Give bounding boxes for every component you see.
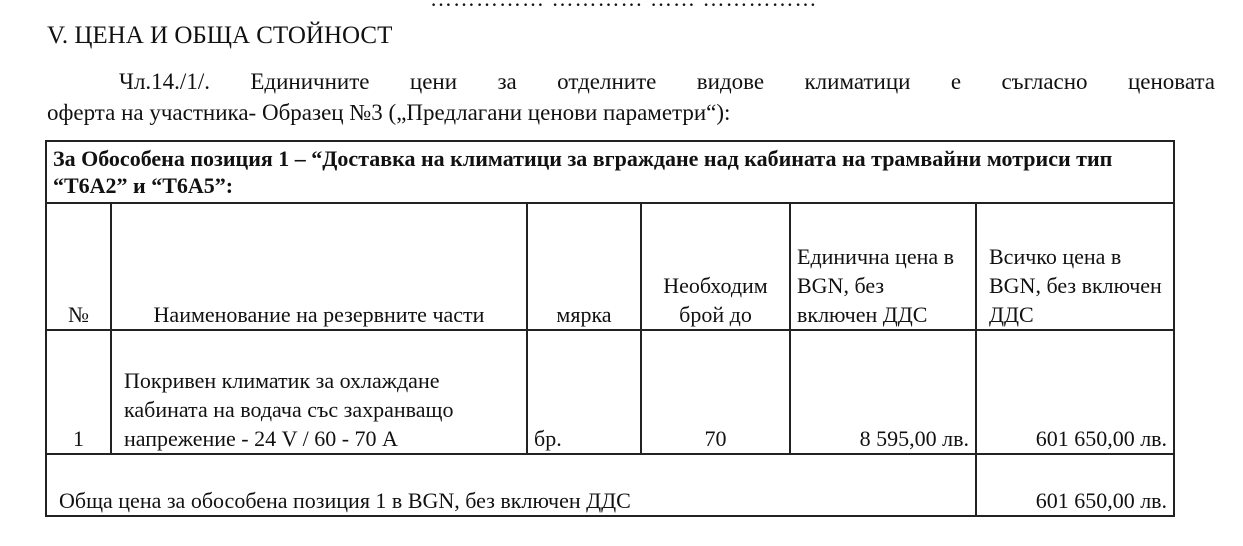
paragraph-line-1: Чл.14./1/. Единичните цени за отделните видове климатици е съгласно ценовата <box>119 69 1215 94</box>
article-paragraph <box>47 66 1215 128</box>
header-total-price: Всичко цена в BGN, без включен ДДС <box>976 203 1174 330</box>
table-row <box>46 330 1174 454</box>
paragraph-line-2: оферта на участника- Образец №3 („Предлагани ценови параметри“): <box>47 100 731 125</box>
row-number: 1 <box>46 330 111 454</box>
header-quantity: Необходим брой до <box>641 203 790 330</box>
cropped-top-text <box>430 0 818 12</box>
row-unit: бр. <box>527 330 641 454</box>
row-quantity: 70 <box>641 330 790 454</box>
table-header-row <box>46 203 1174 330</box>
section-heading: V. ЦЕНА И ОБЩА СТОЙНОСТ <box>47 22 393 49</box>
header-unit: мярка <box>527 203 641 330</box>
row-total-price: 601 650,00 лв. <box>976 330 1174 454</box>
row-name: Покривен климатик за охлаждане кабината на водача със захранващо напрежение - 24 V / 60 - 70 А <box>111 330 527 454</box>
total-label: Обща цена за обособена позиция 1 в BGN, без включен ДДС <box>46 454 976 516</box>
table-total-row <box>46 454 1174 516</box>
price-table <box>45 140 1175 517</box>
header-name: Наименование на резервните части <box>111 203 527 330</box>
header-number: № <box>46 203 111 330</box>
row-unit-price: 8 595,00 лв. <box>790 330 976 454</box>
total-value: 601 650,00 лв. <box>976 454 1174 516</box>
header-unit-price: Единична цена в BGN, без включен ДДС <box>790 203 976 330</box>
position-title: За Обособена позиция 1 – “Доставка на климатици за вграждане над кабината на трамвайни мотриси тип “Т6А2” и “Т6А5”: <box>46 141 1174 203</box>
